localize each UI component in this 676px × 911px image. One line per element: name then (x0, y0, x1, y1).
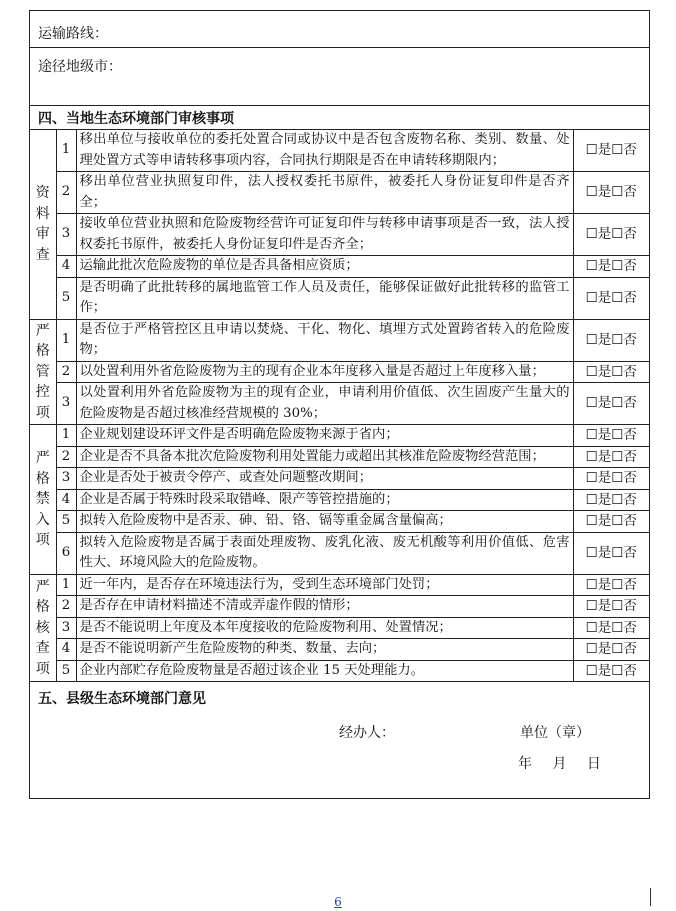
item-text: 移出单位营业执照复印件，法人授权委托书原件，被委托人身份证复印件是否齐全； (76, 172, 573, 214)
item-text: 拟转入危险废物是否属于表面处理废物、废乳化液、废无机酸等利用价值低、危害性大、环境风险大的危险废物。 (76, 532, 573, 574)
review-row (30, 425, 649, 447)
item-number: 4 (56, 489, 76, 511)
item-text: 接收单位营业执照和危险废物经营许可证复印件与转移申请事项是否一致，法人授权委托书原件，被委托人身份证复印件是否齐全； (76, 214, 573, 256)
section4-heading (30, 106, 649, 130)
item-number: 1 (56, 425, 76, 447)
section5-title: 五、县级生态环境部门意见 (38, 691, 206, 707)
review-row (30, 319, 649, 361)
item-text: 是否不能说明上年度及本年度接收的危险废物利用、处置情况； (76, 617, 573, 639)
review-row (30, 172, 649, 214)
item-number: 1 (56, 574, 76, 596)
yes-no-checkbox[interactable]: ☐是☐否 (573, 446, 649, 468)
handler-signature-field[interactable]: 经办人： (339, 725, 395, 741)
section4-title: 四、当地生态环境部门审核事项 (38, 110, 234, 127)
yes-no-checkbox[interactable]: ☐是☐否 (573, 574, 649, 596)
unit-seal-field[interactable]: 单位（章） (520, 725, 590, 741)
item-text: 企业内部贮存危险废物量是否超过该企业 15 天处理能力。 (76, 660, 573, 682)
item-text: 企业是否不具备本批次危险废物利用处置能力或超出其核准危险废物经营范围； (76, 446, 573, 468)
review-row (30, 574, 649, 596)
review-row (30, 277, 649, 319)
yes-no-checkbox[interactable]: ☐是☐否 (573, 617, 649, 639)
item-number: 2 (56, 361, 76, 383)
item-text: 移出单位与接收单位的委托处置合同或协议中是否包含废物名称、类别、数量、处理处置方式等申请转移事项内容，合同执行期限是否在申请转移期限内； (76, 130, 573, 172)
item-number: 3 (56, 214, 76, 256)
item-number: 2 (56, 172, 76, 214)
item-number: 2 (56, 446, 76, 468)
item-number: 1 (56, 130, 76, 172)
item-number: 4 (56, 256, 76, 278)
review-table (30, 130, 649, 682)
review-row (30, 489, 649, 511)
yes-no-checkbox[interactable]: ☐是☐否 (573, 256, 649, 278)
yes-no-checkbox[interactable]: ☐是☐否 (573, 214, 649, 256)
yes-no-checkbox[interactable]: ☐是☐否 (573, 172, 649, 214)
category-label: 严格管控项 (30, 319, 56, 425)
yes-no-checkbox[interactable]: ☐是☐否 (573, 425, 649, 447)
item-number: 6 (56, 532, 76, 574)
yes-no-checkbox[interactable]: ☐是☐否 (573, 277, 649, 319)
item-text: 以处置利用外省危险废物为主的现有企业本年度移入量是否超过上年度移入量； (76, 361, 573, 383)
review-row (30, 596, 649, 618)
item-number: 3 (56, 468, 76, 490)
via-city-field[interactable] (30, 48, 649, 106)
via-city-label: 途径地级市： (38, 59, 122, 75)
date-field[interactable]: 年 月 日 (518, 756, 602, 772)
review-row (30, 130, 649, 172)
route-field[interactable] (30, 11, 649, 48)
yes-no-checkbox[interactable]: ☐是☐否 (573, 511, 649, 533)
item-text: 是否明确了此批转移的属地监管工作人员及责任，能够保证做好此批转移的监管工作； (76, 277, 573, 319)
margin-mark (650, 888, 651, 906)
item-number: 2 (56, 596, 76, 618)
review-row (30, 256, 649, 278)
yes-no-checkbox[interactable]: ☐是☐否 (573, 596, 649, 618)
form-sheet (29, 10, 650, 799)
review-row (30, 511, 649, 533)
item-text: 拟转入危险废物中是否汞、砷、铅、铬、镉等重金属含量偏高； (76, 511, 573, 533)
item-text: 企业规划建设环评文件是否明确危险废物来源于省内； (76, 425, 573, 447)
review-row (30, 532, 649, 574)
item-number: 1 (56, 319, 76, 361)
review-row (30, 383, 649, 425)
category-label: 资料审查 (30, 130, 56, 319)
item-text: 近一年内，是否存在环境违法行为，受到生态环境部门处罚； (76, 574, 573, 596)
item-number: 5 (56, 277, 76, 319)
yes-no-checkbox[interactable]: ☐是☐否 (573, 468, 649, 490)
yes-no-checkbox[interactable]: ☐是☐否 (573, 532, 649, 574)
item-text: 是否不能说明新产生危险废物的种类、数量、去向； (76, 639, 573, 661)
item-text: 是否存在申请材料描述不清或弄虚作假的情形； (76, 596, 573, 618)
review-row (30, 361, 649, 383)
category-label: 严格禁入项 (30, 425, 56, 575)
yes-no-checkbox[interactable]: ☐是☐否 (573, 639, 649, 661)
yes-no-checkbox[interactable]: ☐是☐否 (573, 489, 649, 511)
yes-no-checkbox[interactable]: ☐是☐否 (573, 361, 649, 383)
route-label: 运输路线： (38, 26, 108, 42)
item-text: 是否位于严格管控区且申请以焚烧、干化、物化、填埋方式处置跨省转入的危险废物； (76, 319, 573, 361)
item-number: 5 (56, 511, 76, 533)
category-label: 严格核查项 (30, 574, 56, 682)
yes-no-checkbox[interactable]: ☐是☐否 (573, 383, 649, 425)
review-row (30, 214, 649, 256)
section5-block (30, 682, 649, 799)
item-number: 3 (56, 383, 76, 425)
review-row (30, 660, 649, 682)
item-text: 企业是否处于被责令停产、或查处问题整改期间； (76, 468, 573, 490)
review-row (30, 639, 649, 661)
page-number: 6 (334, 895, 342, 909)
item-text: 运输此批次危险废物的单位是否具备相应资质； (76, 256, 573, 278)
item-text: 以处置利用外省危险废物为主的现有企业，申请利用价值低、次生固废产生量大的危险废物是否超过核准经营规模的 30%； (76, 383, 573, 425)
item-number: 4 (56, 639, 76, 661)
review-row (30, 446, 649, 468)
review-row (30, 468, 649, 490)
yes-no-checkbox[interactable]: ☐是☐否 (573, 660, 649, 682)
yes-no-checkbox[interactable]: ☐是☐否 (573, 130, 649, 172)
item-number: 5 (56, 660, 76, 682)
item-number: 3 (56, 617, 76, 639)
yes-no-checkbox[interactable]: ☐是☐否 (573, 319, 649, 361)
item-text: 企业是否属于特殊时段采取错峰、限产等管控措施的； (76, 489, 573, 511)
review-row (30, 617, 649, 639)
